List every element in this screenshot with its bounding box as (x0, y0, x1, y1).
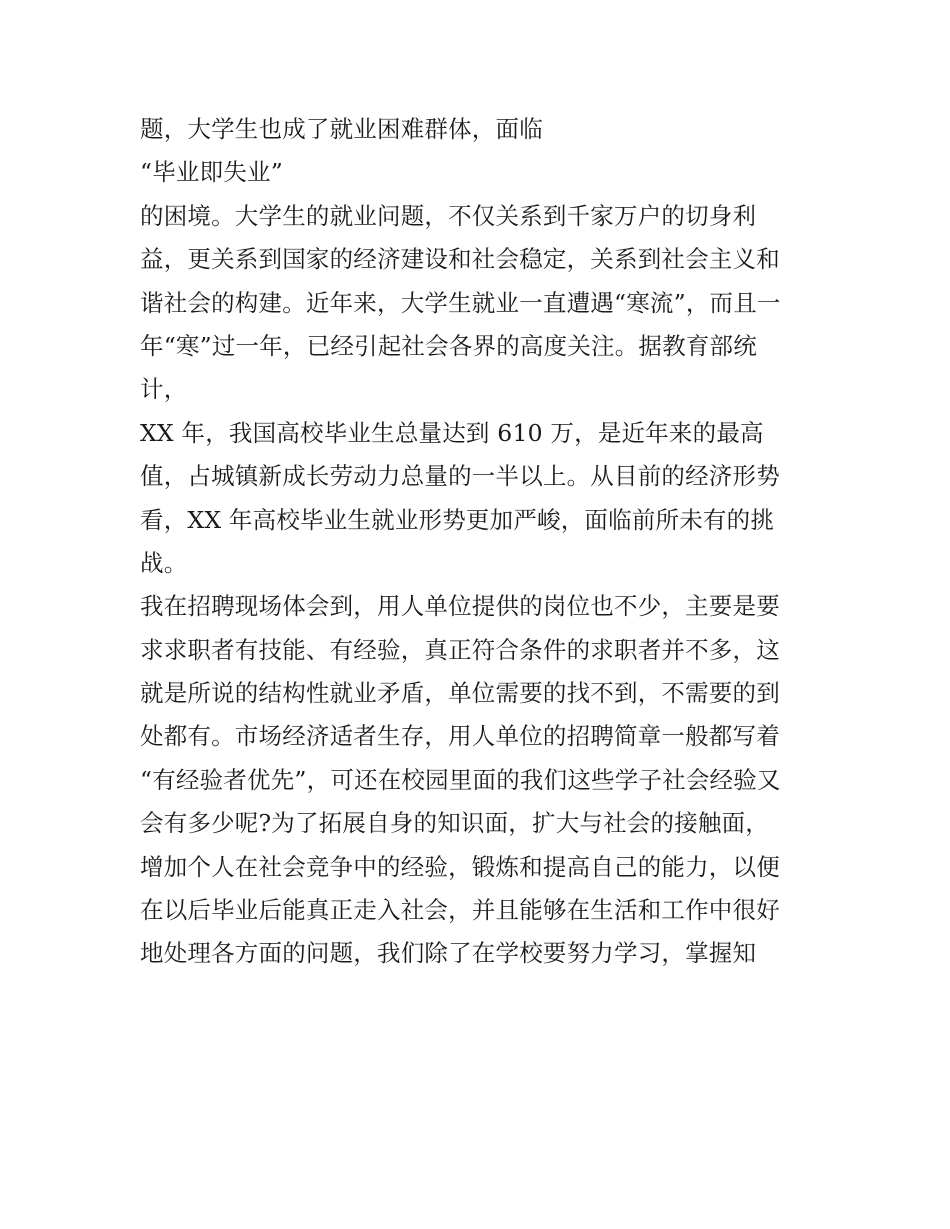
text-line: 增加个人在社会竞争中的经验，锻炼和提高自己的能力，以便 (140, 852, 780, 881)
text-line: 就是所说的结构性就业矛盾，单位需要的找不到，不需要的到 (140, 679, 780, 708)
text-line: 值，占城镇新成长劳动力总量的一半以上。从目前的经济形势 (140, 462, 780, 491)
text-line: 题，大学生也成了就业困难群体，面临 (140, 115, 543, 143)
text-line: 的困境。大学生的就业问题，不仅关系到千家万户的切身利 (140, 201, 757, 230)
text-line: 地处理各方面的问题，我们除了在学校要努力学习，掌握知 (140, 939, 757, 968)
text-line: 处都有。市场经济适者生存，用人单位的招聘简章一般都写着 (140, 722, 780, 751)
text-line: 看，XX 年高校毕业生就业形势更加严峻，面临前所未有的挑 (140, 505, 775, 534)
text-line: 我在招聘现场体会到，用人单位提供的岗位也不少，主要是要 (140, 592, 780, 621)
text-line: 会有多少呢?为了拓展自身的知识面，扩大与社会的接触面， (140, 809, 769, 838)
text-line: 战。 (140, 548, 188, 577)
text-line: 计， (140, 375, 188, 404)
text-line: 求求职者有技能、有经验，真正符合条件的求职者并不多，这 (140, 635, 780, 664)
text-line: 益，更关系到国家的经济建设和社会稳定，关系到社会主义和 (140, 245, 780, 274)
text-line: 年“寒”过一年，已经引起社会各界的高度关注。据教育部统 (140, 331, 757, 360)
text-line: XX 年，我国高校毕业生总量达到 610 万，是近年来的最高 (140, 418, 764, 447)
document-body (140, 108, 820, 976)
text-line: “有经验者优先”，可还在校园里面的我们这些学子社会经验又 (140, 765, 781, 794)
text-line: “毕业即失业” (140, 158, 283, 187)
text-line: 在以后毕业后能真正走入社会，并且能够在生活和工作中很好 (140, 896, 780, 925)
text-line: 谐社会的构建。近年来，大学生就业一直遭遇“寒流”，而且一 (140, 288, 781, 317)
